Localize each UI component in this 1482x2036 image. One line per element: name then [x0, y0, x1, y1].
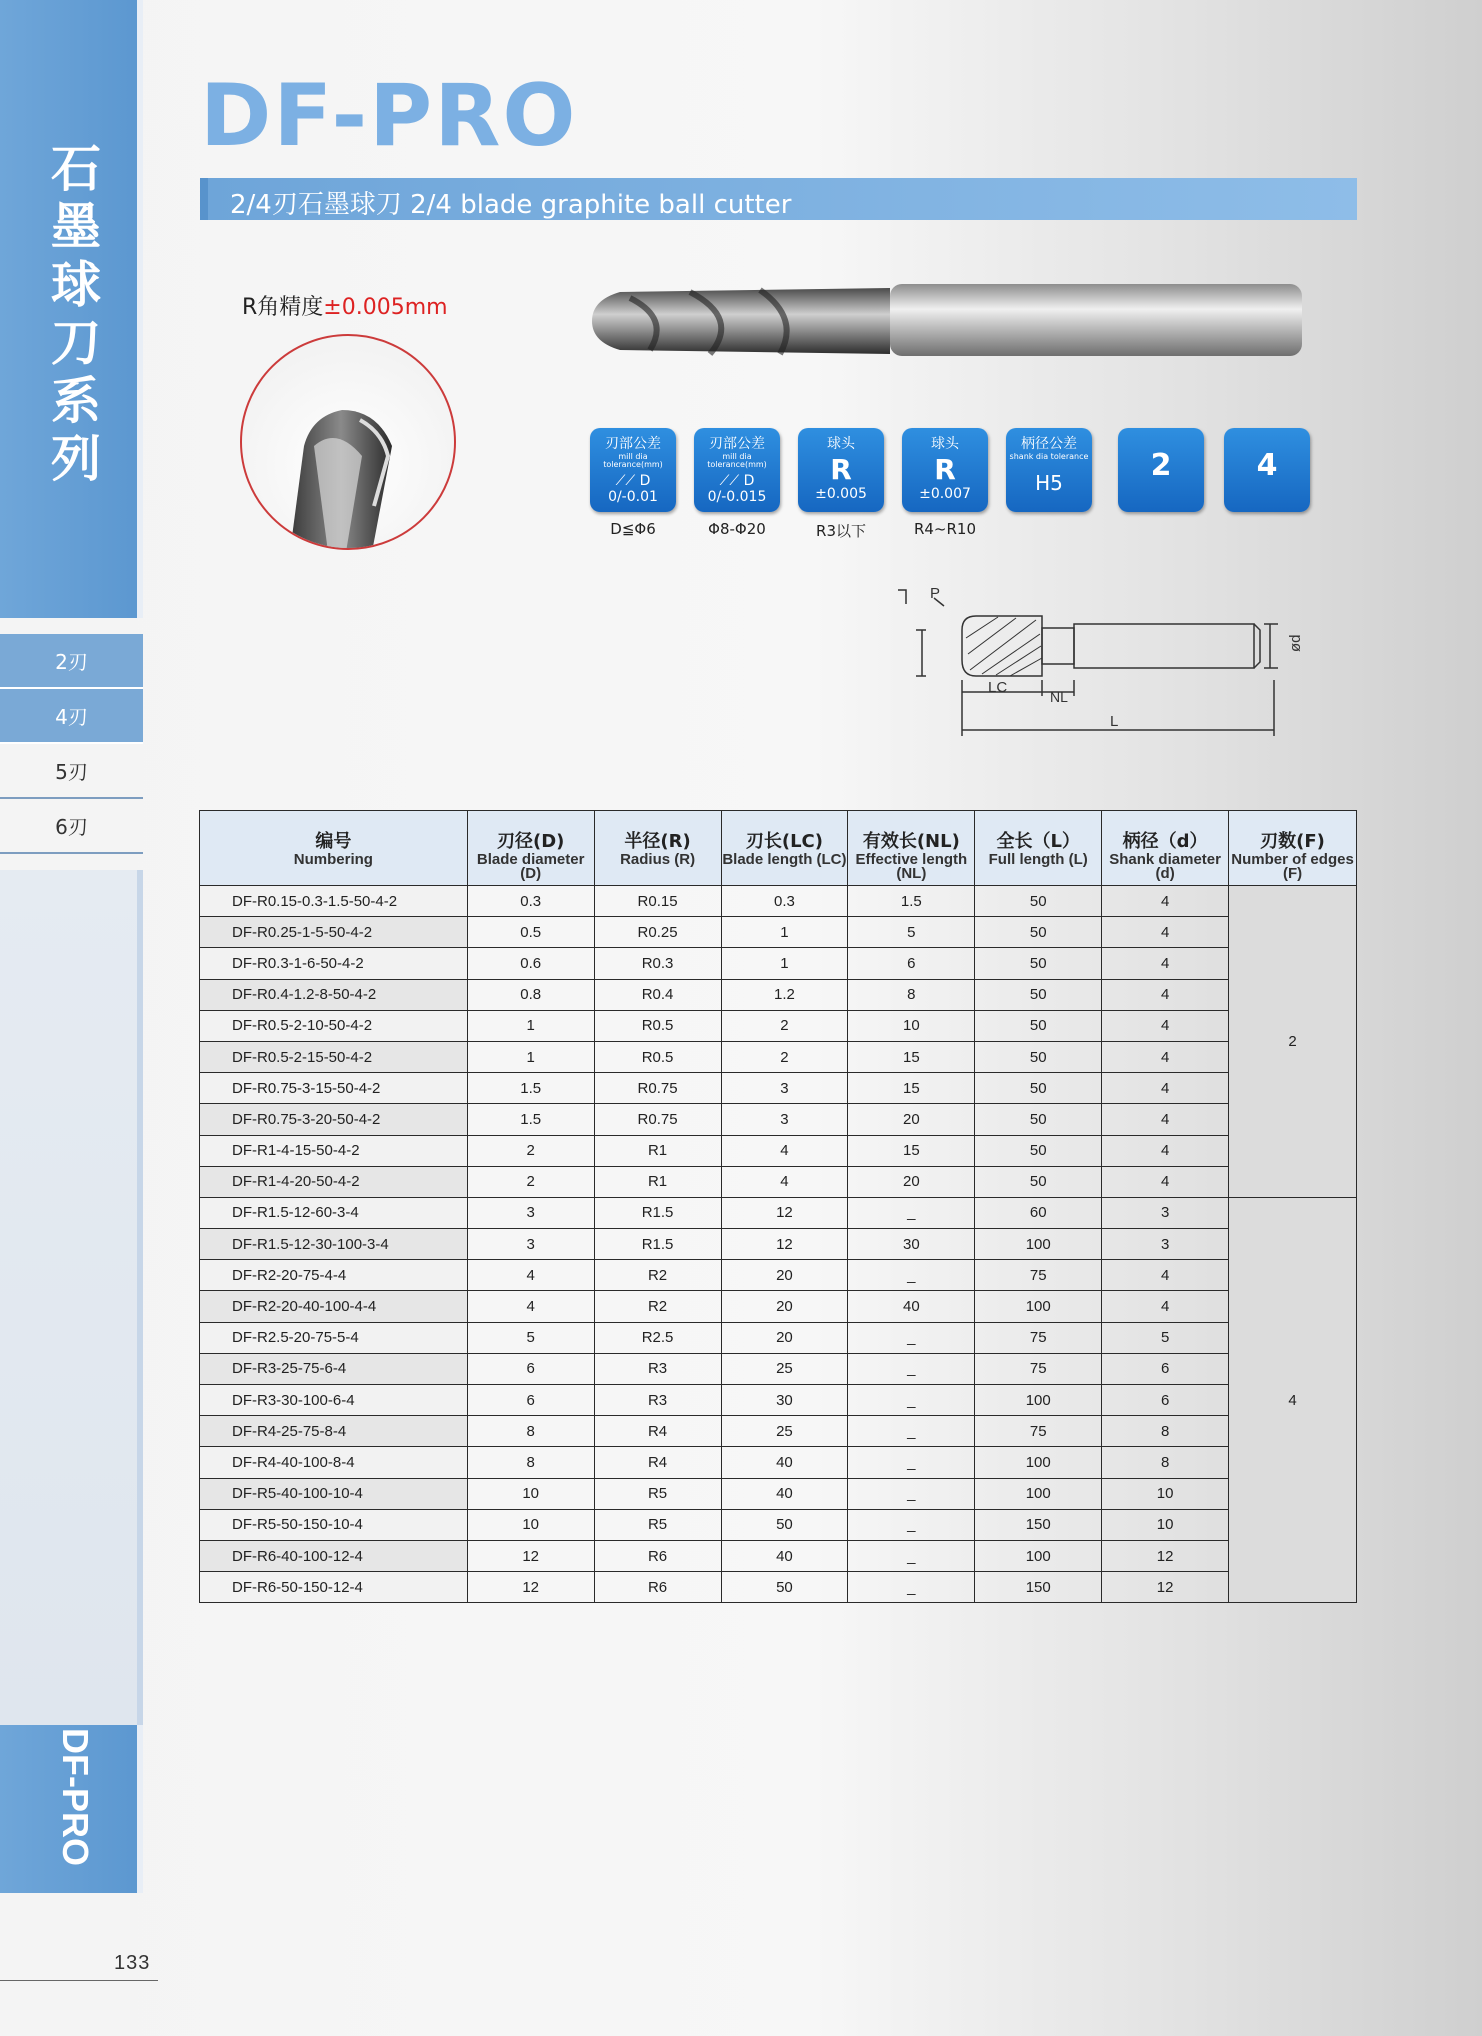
- table-cell: 50: [975, 917, 1102, 948]
- table-cell: 8: [467, 1416, 594, 1447]
- part-number-cell: DF-R2.5-20-75-5-4: [200, 1322, 468, 1353]
- table-body: [200, 886, 1357, 1603]
- table-cell: R6: [594, 1572, 721, 1603]
- spec-table: [199, 810, 1357, 1603]
- column-header-cn: 有效长(NL): [862, 831, 960, 852]
- table-cell: _: [848, 1447, 975, 1478]
- table-cell: 12: [721, 1197, 848, 1228]
- column-header-en: Effective length (NL): [855, 851, 968, 882]
- table-cell: 12: [1102, 1540, 1229, 1571]
- ball-nose-closeup: [240, 334, 456, 550]
- table-cell: 1.5: [848, 886, 975, 917]
- table-row: [200, 1010, 1357, 1041]
- table-cell: R0.75: [594, 1073, 721, 1104]
- ball-nose-closeup-image: [242, 336, 456, 550]
- table-cell: 2: [721, 1041, 848, 1072]
- table-row: [200, 1291, 1357, 1322]
- table-row: [200, 1260, 1357, 1291]
- shank-tolerance-icon: 柄径公差 shank dia tolerance H5: [1006, 428, 1092, 512]
- table-cell: 50: [975, 1010, 1102, 1041]
- table-cell: R0.15: [594, 886, 721, 917]
- table-cell: _: [848, 1260, 975, 1291]
- precision-value: ±0.005mm: [323, 295, 448, 320]
- edge-count-cell: 2: [1229, 886, 1357, 1198]
- part-number-cell: DF-R6-40-100-12-4: [200, 1540, 468, 1571]
- icon-caption: D≦Φ6: [610, 520, 656, 538]
- column-header-cn: 半径(R): [624, 831, 691, 852]
- part-number-cell: DF-R3-25-75-6-4: [200, 1353, 468, 1384]
- table-cell: R2: [594, 1291, 721, 1322]
- table-cell: 25: [721, 1416, 848, 1447]
- table-cell: 30: [848, 1229, 975, 1260]
- table-cell: 4: [1102, 979, 1229, 1010]
- table-cell: 2: [467, 1166, 594, 1197]
- table-cell: 1.5: [467, 1104, 594, 1135]
- table-cell: 6: [1102, 1385, 1229, 1416]
- table-cell: 6: [1102, 1353, 1229, 1384]
- sidebar-tab-4-flute[interactable]: 4刃: [0, 689, 143, 744]
- table-cell: 50: [975, 886, 1102, 917]
- table-cell: 20: [721, 1291, 848, 1322]
- table-cell: 6: [467, 1353, 594, 1384]
- table-row: [200, 1353, 1357, 1384]
- part-number-cell: DF-R1-4-15-50-4-2: [200, 1135, 468, 1166]
- column-header: [467, 811, 594, 886]
- table-cell: 40: [721, 1478, 848, 1509]
- table-cell: 50: [975, 1135, 1102, 1166]
- table-cell: 50: [975, 948, 1102, 979]
- table-cell: 4: [1102, 886, 1229, 917]
- table-cell: 150: [975, 1509, 1102, 1540]
- table-cell: _: [848, 1385, 975, 1416]
- table-cell: R0.25: [594, 917, 721, 948]
- column-header-cn: 刃长(LC): [745, 831, 823, 852]
- ball-radius-icon: 球头 R ±0.005: [798, 428, 884, 512]
- table-row: [200, 1041, 1357, 1072]
- table-cell: _: [848, 1322, 975, 1353]
- subtitle-text: 2/4刃石墨球刀 2/4 blade graphite ball cutter: [230, 190, 792, 220]
- column-header: [1102, 811, 1229, 886]
- column-header-cn: 刃数(F): [1260, 831, 1325, 852]
- table-cell: 8: [1102, 1416, 1229, 1447]
- table-cell: 12: [1102, 1572, 1229, 1603]
- table-cell: 100: [975, 1447, 1102, 1478]
- table-cell: R1: [594, 1135, 721, 1166]
- table-cell: 1: [467, 1041, 594, 1072]
- table-cell: 4: [467, 1291, 594, 1322]
- table-cell: R2.5: [594, 1322, 721, 1353]
- table-cell: _: [848, 1478, 975, 1509]
- table-row: [200, 1385, 1357, 1416]
- table-cell: 100: [975, 1540, 1102, 1571]
- table-cell: 0.3: [467, 886, 594, 917]
- column-header-en: Number of edges (F): [1231, 851, 1354, 882]
- table-row: [200, 1572, 1357, 1603]
- table-cell: R6: [594, 1540, 721, 1571]
- table-cell: 12: [467, 1540, 594, 1571]
- table-cell: 3: [467, 1197, 594, 1228]
- table-cell: 150: [975, 1572, 1102, 1603]
- table-cell: 100: [975, 1229, 1102, 1260]
- table-cell: 50: [975, 1104, 1102, 1135]
- diameter-icon: ⟋⟋ D: [719, 473, 755, 489]
- mill-dia-tolerance-icon: 刃部公差 mill dia tolerance(mm) ⟋⟋ D 0/-0.015: [694, 428, 780, 512]
- table-cell: 100: [975, 1291, 1102, 1322]
- table-cell: 100: [975, 1478, 1102, 1509]
- column-header: [975, 811, 1102, 886]
- table-cell: 50: [721, 1509, 848, 1540]
- part-number-cell: DF-R0.75-3-15-50-4-2: [200, 1073, 468, 1104]
- sidebar-spacer: [0, 870, 143, 1725]
- table-cell: 40: [721, 1540, 848, 1571]
- table-cell: R0.4: [594, 979, 721, 1010]
- sidebar-logo: DF-PRO: [55, 1728, 96, 1866]
- sidebar-tab-5-flute[interactable]: 5刃: [0, 744, 143, 799]
- column-header-en: Shank diameter (d): [1109, 851, 1221, 882]
- table-row: [200, 979, 1357, 1010]
- table-row: [200, 1229, 1357, 1260]
- table-row: [200, 1166, 1357, 1197]
- table-cell: 50: [975, 979, 1102, 1010]
- table-cell: 4: [1102, 1291, 1229, 1322]
- table-cell: 30: [721, 1385, 848, 1416]
- table-cell: R3: [594, 1385, 721, 1416]
- table-cell: 40: [848, 1291, 975, 1322]
- table-cell: 3: [1102, 1197, 1229, 1228]
- table-cell: _: [848, 1540, 975, 1571]
- part-number-cell: DF-R2-20-40-100-4-4: [200, 1291, 468, 1322]
- dim-label-nl: NL: [1050, 689, 1068, 705]
- ball-cutter-image: [590, 278, 1310, 368]
- table-cell: 1.2: [721, 979, 848, 1010]
- column-header-en: Full length (L): [988, 851, 1088, 868]
- precision-note: [242, 290, 448, 321]
- column-header-en: Blade length (LC): [722, 851, 847, 868]
- table-cell: 75: [975, 1416, 1102, 1447]
- table-row: [200, 1322, 1357, 1353]
- table-cell: 50: [975, 1073, 1102, 1104]
- part-number-cell: DF-R4-25-75-8-4: [200, 1416, 468, 1447]
- sidebar-tab-2-flute[interactable]: 2刃: [0, 634, 143, 689]
- table-cell: 5: [1102, 1322, 1229, 1353]
- page-number-rule: [0, 1980, 158, 1981]
- table-cell: 60: [975, 1197, 1102, 1228]
- table-cell: R5: [594, 1509, 721, 1540]
- ball-radius-icon: 球头 R ±0.007: [902, 428, 988, 512]
- table-cell: 12: [467, 1572, 594, 1603]
- table-cell: 4: [1102, 1104, 1229, 1135]
- table-cell: 15: [848, 1041, 975, 1072]
- icon-caption: Φ8-Φ20: [708, 520, 766, 538]
- subtitle-bar: [200, 178, 1357, 220]
- dimension-diagram: [886, 580, 1316, 740]
- table-cell: R1: [594, 1166, 721, 1197]
- column-header-cn: 编号: [315, 831, 352, 852]
- sidebar-tab-6-flute[interactable]: 6刃: [0, 799, 143, 854]
- table-cell: 8: [1102, 1447, 1229, 1478]
- table-cell: 4: [1102, 1073, 1229, 1104]
- table-cell: R0.5: [594, 1041, 721, 1072]
- table-cell: 75: [975, 1353, 1102, 1384]
- table-row: [200, 1104, 1357, 1135]
- dim-label-l: L: [1110, 713, 1119, 730]
- table-cell: 20: [721, 1322, 848, 1353]
- table-cell: 3: [1102, 1229, 1229, 1260]
- table-cell: 0.8: [467, 979, 594, 1010]
- table-cell: 10: [1102, 1478, 1229, 1509]
- column-header: [721, 811, 848, 886]
- column-header-cn: 柄径（d）: [1122, 831, 1208, 852]
- precision-label: R角精度: [242, 295, 324, 320]
- table-cell: 6: [848, 948, 975, 979]
- column-header-en: Blade diameter (D): [476, 851, 585, 882]
- edge-count-cell: 4: [1229, 1197, 1357, 1602]
- table-cell: _: [848, 1353, 975, 1384]
- table-cell: 1: [467, 1010, 594, 1041]
- table-cell: 10: [1102, 1509, 1229, 1540]
- table-cell: R2: [594, 1260, 721, 1291]
- dim-label-lc: LC: [988, 679, 1008, 696]
- table-row: [200, 1197, 1357, 1228]
- table-cell: 4: [1102, 948, 1229, 979]
- table-row: [200, 1447, 1357, 1478]
- table-cell: R1.5: [594, 1197, 721, 1228]
- table-cell: 3: [721, 1073, 848, 1104]
- part-number-cell: DF-R2-20-75-4-4: [200, 1260, 468, 1291]
- table-cell: 0.5: [467, 917, 594, 948]
- table-cell: 10: [467, 1509, 594, 1540]
- table-cell: 10: [467, 1478, 594, 1509]
- brand-title: DF-PRO: [200, 66, 578, 166]
- table-cell: 12: [721, 1229, 848, 1260]
- column-header-en: Numbering: [293, 851, 373, 868]
- table-cell: 20: [848, 1166, 975, 1197]
- table-cell: 15: [848, 1135, 975, 1166]
- column-header: [200, 811, 468, 886]
- table-cell: 4: [1102, 1135, 1229, 1166]
- sidebar-title: 石墨球刀系列: [51, 140, 101, 488]
- table-cell: 4: [1102, 1166, 1229, 1197]
- table-row: [200, 1509, 1357, 1540]
- icon-caption: R4~R10: [913, 520, 977, 538]
- table-row: [200, 1416, 1357, 1447]
- table-cell: 1: [721, 948, 848, 979]
- table-cell: 8: [848, 979, 975, 1010]
- table-cell: _: [848, 1197, 975, 1228]
- table-cell: 10: [848, 1010, 975, 1041]
- table-cell: R1.5: [594, 1229, 721, 1260]
- part-number-cell: DF-R1.5-12-60-3-4: [200, 1197, 468, 1228]
- table-cell: 5: [848, 917, 975, 948]
- column-header: [1229, 811, 1357, 886]
- table-row: [200, 1478, 1357, 1509]
- table-cell: 2: [721, 1010, 848, 1041]
- table-cell: 20: [848, 1104, 975, 1135]
- four-flute-icon: 4: [1224, 428, 1310, 512]
- part-number-cell: DF-R5-50-150-10-4: [200, 1509, 468, 1540]
- table-cell: 0.6: [467, 948, 594, 979]
- two-flute-icon: 2: [1118, 428, 1204, 512]
- part-number-cell: DF-R0.15-0.3-1.5-50-4-2: [200, 886, 468, 917]
- part-number-cell: DF-R0.5-2-15-50-4-2: [200, 1041, 468, 1072]
- table-cell: R5: [594, 1478, 721, 1509]
- table-cell: 75: [975, 1260, 1102, 1291]
- table-cell: R4: [594, 1447, 721, 1478]
- table-cell: 4: [1102, 1041, 1229, 1072]
- table-row: [200, 1540, 1357, 1571]
- table-cell: 3: [467, 1229, 594, 1260]
- table-cell: R0.3: [594, 948, 721, 979]
- table-cell: 1.5: [467, 1073, 594, 1104]
- table-row: [200, 886, 1357, 917]
- table-row: [200, 948, 1357, 979]
- part-number-cell: DF-R5-40-100-10-4: [200, 1478, 468, 1509]
- column-header: [594, 811, 721, 886]
- table-cell: 1: [721, 917, 848, 948]
- table-row: [200, 917, 1357, 948]
- table-cell: 15: [848, 1073, 975, 1104]
- dim-label-shank: ød: [1287, 634, 1304, 652]
- table-cell: 20: [721, 1260, 848, 1291]
- table-row: [200, 1073, 1357, 1104]
- table-header-row: [200, 811, 1357, 886]
- table-cell: 4: [721, 1166, 848, 1197]
- table-cell: 4: [721, 1135, 848, 1166]
- part-number-cell: DF-R0.25-1-5-50-4-2: [200, 917, 468, 948]
- table-cell: R0.75: [594, 1104, 721, 1135]
- table-cell: _: [848, 1416, 975, 1447]
- icon-caption: R3以下: [816, 522, 866, 540]
- table-cell: 0.3: [721, 886, 848, 917]
- table-cell: 8: [467, 1447, 594, 1478]
- table-cell: R0.5: [594, 1010, 721, 1041]
- table-cell: _: [848, 1509, 975, 1540]
- column-header-en: Radius (R): [620, 851, 696, 868]
- table-cell: 3: [721, 1104, 848, 1135]
- table-row: [200, 1135, 1357, 1166]
- table-cell: _: [848, 1572, 975, 1603]
- part-number-cell: DF-R3-30-100-6-4: [200, 1385, 468, 1416]
- part-number-cell: DF-R0.75-3-20-50-4-2: [200, 1104, 468, 1135]
- column-header: [848, 811, 975, 886]
- part-number-cell: DF-R0.5-2-10-50-4-2: [200, 1010, 468, 1041]
- page-number: 133: [114, 1952, 151, 1974]
- sidebar-tabs: [0, 634, 143, 854]
- table-cell: 100: [975, 1385, 1102, 1416]
- table-cell: 50: [975, 1041, 1102, 1072]
- part-number-cell: DF-R1-4-20-50-4-2: [200, 1166, 468, 1197]
- column-header-cn: 全长（L）: [996, 831, 1080, 852]
- part-number-cell: DF-R4-40-100-8-4: [200, 1447, 468, 1478]
- dim-label-p: P: [930, 585, 941, 602]
- part-number-cell: DF-R6-50-150-12-4: [200, 1572, 468, 1603]
- part-number-cell: DF-R1.5-12-30-100-3-4: [200, 1229, 468, 1260]
- table-cell: 40: [721, 1447, 848, 1478]
- column-header-cn: 刃径(D): [496, 831, 565, 852]
- table-cell: 4: [467, 1260, 594, 1291]
- mill-dia-tolerance-icon: 刃部公差 mill dia tolerance(mm) ⟋⟋ D 0/-0.01: [590, 428, 676, 512]
- diameter-icon: ⟋⟋ D: [615, 473, 651, 489]
- table-cell: 50: [721, 1572, 848, 1603]
- table-cell: 2: [467, 1135, 594, 1166]
- table-cell: 75: [975, 1322, 1102, 1353]
- table-cell: 4: [1102, 1010, 1229, 1041]
- table-cell: 25: [721, 1353, 848, 1384]
- table-cell: R3: [594, 1353, 721, 1384]
- part-number-cell: DF-R0.4-1.2-8-50-4-2: [200, 979, 468, 1010]
- table-cell: 50: [975, 1166, 1102, 1197]
- table-cell: 4: [1102, 917, 1229, 948]
- table-cell: 5: [467, 1322, 594, 1353]
- table-cell: 6: [467, 1385, 594, 1416]
- table-cell: 4: [1102, 1260, 1229, 1291]
- part-number-cell: DF-R0.3-1-6-50-4-2: [200, 948, 468, 979]
- table-cell: R4: [594, 1416, 721, 1447]
